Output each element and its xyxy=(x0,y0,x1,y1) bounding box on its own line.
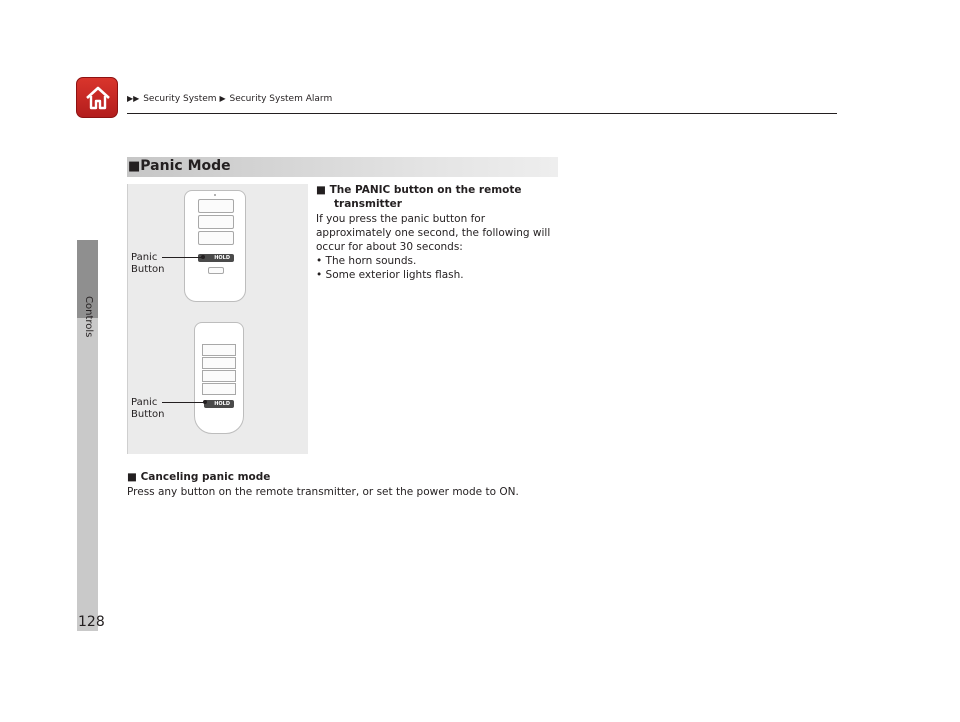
breadcrumb-arrow-icon: ▶ xyxy=(219,94,226,103)
home-button[interactable] xyxy=(76,77,118,118)
panic-hold-button: HOLD xyxy=(204,400,234,408)
breadcrumb-item-security-system[interactable]: Security System xyxy=(143,94,217,104)
remote-button xyxy=(202,370,236,382)
subhead-marker: ■ xyxy=(127,471,137,483)
remote-transmitter-illustration xyxy=(184,190,246,302)
home-icon xyxy=(84,84,112,112)
bullet-text: Some exterior lights flash. xyxy=(325,269,464,281)
callout-dot xyxy=(203,400,207,404)
header-rule xyxy=(127,113,837,114)
section-title-text: Panic Mode xyxy=(140,158,231,174)
callout-leader-line xyxy=(162,402,204,403)
key-release-button xyxy=(208,267,224,274)
callout-label: Button xyxy=(131,264,165,275)
section-title xyxy=(128,158,231,174)
callout-label: Panic xyxy=(131,252,158,263)
callout-dot xyxy=(201,255,205,259)
callout-label: Button xyxy=(131,409,165,420)
body-line: If you press the panic button for xyxy=(316,213,486,225)
section-marker: ■ xyxy=(128,159,141,174)
remote-transmitter-illustration-alt xyxy=(194,322,244,434)
body-line: approximately one second, the following will xyxy=(316,227,551,239)
remote-button xyxy=(202,357,236,369)
side-tab-label: Controls xyxy=(83,296,94,338)
breadcrumb-arrow-icon: ▶▶ xyxy=(127,94,140,103)
panic-hold-button: HOLD xyxy=(198,254,234,262)
remote-button xyxy=(198,215,234,229)
callout-leader-line xyxy=(162,257,202,258)
breadcrumb-item-security-system-alarm[interactable]: Security System Alarm xyxy=(229,94,333,104)
canceling-heading xyxy=(127,470,270,484)
subhead-line: The PANIC button on the remote xyxy=(329,184,522,196)
subhead-marker: ■ xyxy=(316,184,326,196)
remote-button xyxy=(198,199,234,213)
remote-button xyxy=(202,383,236,395)
callout-panic-button-bottom xyxy=(131,397,165,421)
panic-button-heading-cont: transmitter xyxy=(334,198,402,210)
bullet-icon: • xyxy=(316,269,323,281)
indicator-dot xyxy=(214,194,216,196)
callout-panic-button-top xyxy=(131,252,165,276)
callout-label: Panic xyxy=(131,397,158,408)
bullet-icon: • xyxy=(316,255,323,267)
bullet-item xyxy=(316,268,550,282)
subhead-text: Canceling panic mode xyxy=(140,471,271,483)
panic-button-description xyxy=(316,212,550,282)
bullet-item xyxy=(316,254,550,268)
canceling-text: Press any button on the remote transmitter, or set the power mode to ON. xyxy=(127,486,519,498)
breadcrumb xyxy=(127,94,332,104)
remote-button xyxy=(202,344,236,356)
page-number: 128 xyxy=(78,614,105,630)
remote-button xyxy=(198,231,234,245)
panic-button-heading xyxy=(316,183,522,197)
bullet-text: The horn sounds. xyxy=(325,255,417,267)
body-line: occur for about 30 seconds: xyxy=(316,241,463,253)
